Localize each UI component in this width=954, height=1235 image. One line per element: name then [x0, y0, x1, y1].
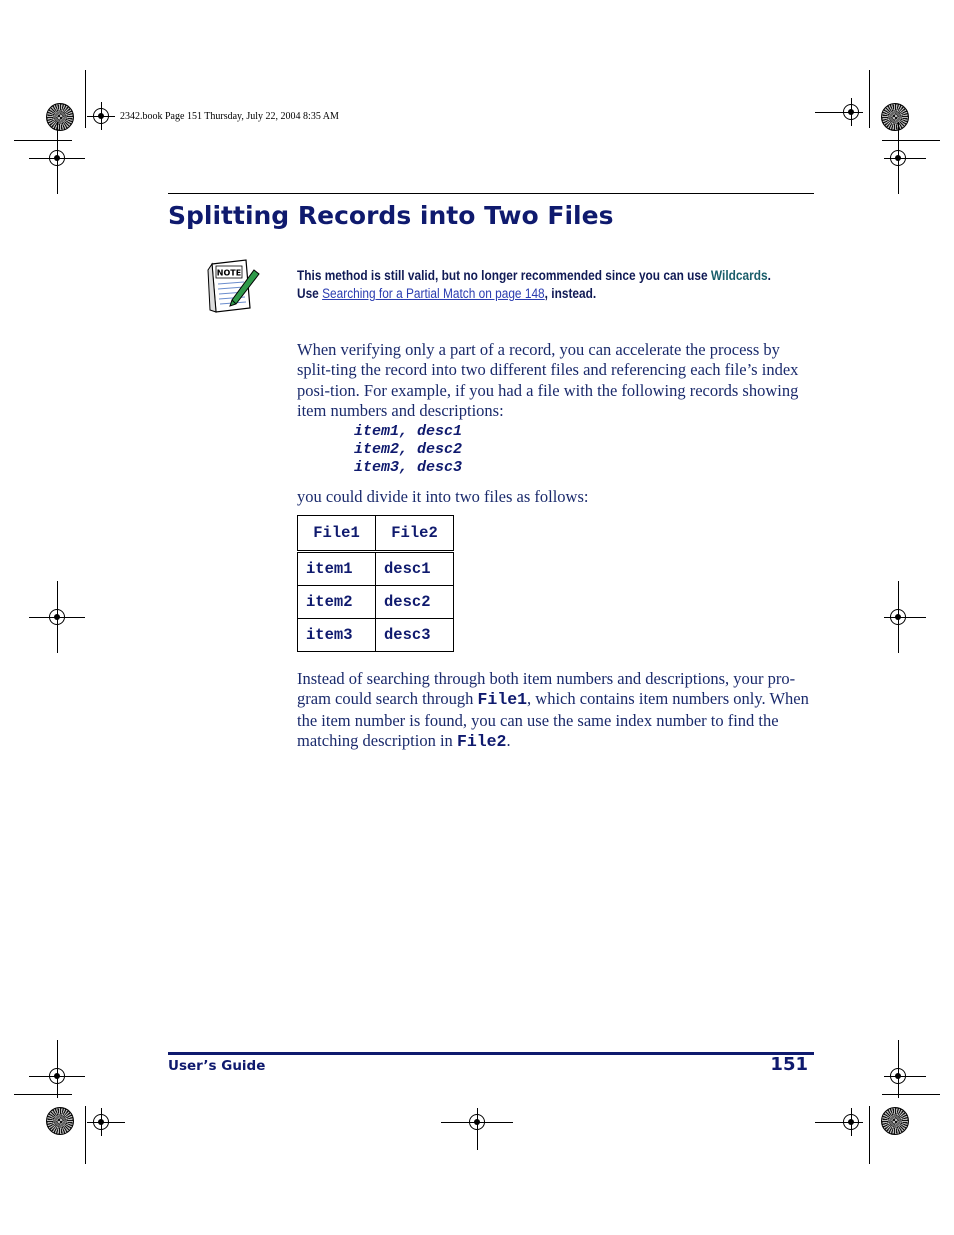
wildcards-reference: Wildcards	[710, 268, 768, 283]
table-cell: desc2	[376, 586, 454, 619]
page-number: 151	[770, 1054, 808, 1075]
note-line-1	[297, 267, 825, 285]
note-line-1-prefix: This method is still valid, but no longer recommended since you can use	[297, 268, 711, 283]
table-cell: item3	[298, 619, 376, 652]
registration-sun-icon	[46, 103, 74, 131]
page-title: Splitting Records into Two Files	[168, 201, 614, 230]
table-header-row	[298, 516, 454, 552]
file1-reference: File1	[477, 690, 528, 710]
print-header-meta: 2342.book Page 151 Thursday, July 22, 2004 8:35 AM	[120, 111, 339, 122]
table-cell: desc1	[376, 552, 454, 586]
registration-sun-icon	[46, 1107, 74, 1135]
divide-text: you could divide it into two files as follows:	[297, 487, 589, 506]
column-header-file2: File2	[376, 516, 454, 552]
intro-paragraph: When verifying only a part of a record, you can accelerate the process by split-ting the record into two different files and referencing each file’s index posi-tion. For example, if you had a file with the following records showing item numbers and descriptions:	[297, 340, 799, 420]
outro-text-3: .	[506, 730, 511, 750]
table-row	[298, 552, 454, 586]
title-rule	[168, 193, 814, 194]
footer-guide-label: User’s Guide	[168, 1058, 266, 1074]
note-icon-label: NOTE	[216, 268, 242, 278]
note-line-1-suffix: .	[767, 268, 771, 283]
partial-match-link[interactable]: Searching for a Partial Match on page 148	[322, 286, 545, 301]
footer-rule	[168, 1052, 814, 1055]
table-cell: item2	[298, 586, 376, 619]
outro-text-1: Instead of searching through both item numbers and descriptions, your pro-gram could search through	[297, 669, 796, 709]
note-icon	[206, 256, 262, 314]
file2-reference: File2	[456, 731, 507, 751]
note-text	[297, 267, 825, 303]
record-line-1: item1, desc1	[354, 423, 463, 440]
registration-sun-icon	[881, 103, 909, 131]
record-line-2: item2, desc2	[354, 441, 463, 458]
registration-sun-icon	[881, 1107, 909, 1135]
note-line-2	[297, 285, 825, 303]
note-line-2-prefix: Use	[297, 286, 323, 301]
note-line-2-suffix: , instead.	[544, 286, 597, 301]
column-header-file1: File1	[298, 516, 376, 552]
table-cell: item1	[298, 552, 376, 586]
outro-text-2: , which contains item numbers only. When the item number is found, you can use the same index number to find the matching description in	[297, 689, 809, 750]
table-row	[298, 586, 454, 619]
table-cell: desc3	[376, 619, 454, 652]
files-table	[297, 515, 454, 652]
outro-paragraph	[297, 669, 817, 752]
record-line-3: item3, desc3	[354, 459, 463, 476]
table-row	[298, 619, 454, 652]
